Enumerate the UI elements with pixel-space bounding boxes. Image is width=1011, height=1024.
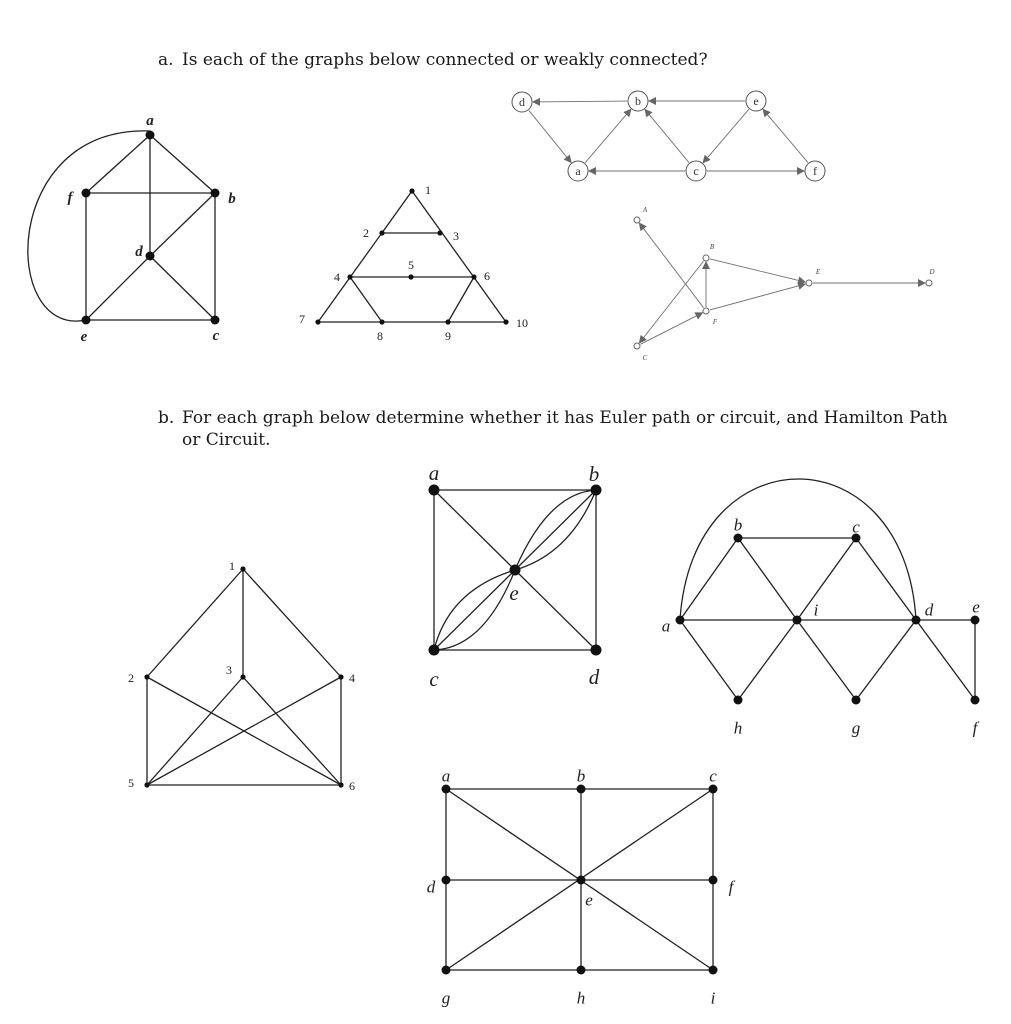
graph-b3-label-f: f <box>972 718 978 738</box>
graph-a1-node-d <box>146 252 155 261</box>
graph-b1-label-1: 1 <box>229 558 235 573</box>
graph-b1-edge-1-4 <box>243 569 341 677</box>
graph-b4-node-f <box>709 876 718 885</box>
graph-b3-edge-b-i <box>738 538 797 620</box>
graph-a4-arrow-B-E <box>710 259 805 282</box>
graph-a2-label-9: 9 <box>445 328 451 343</box>
graph-a4-node-E <box>806 280 812 286</box>
graph-a3-label-b: b <box>635 94 641 108</box>
graph-b4-label-c: c <box>709 766 717 786</box>
graph-a3-arrow-c-b <box>645 109 689 162</box>
graph-b3-label-b: b <box>733 515 743 535</box>
graph-b1-node-2 <box>144 674 149 679</box>
graph-b4-node-i <box>709 966 718 975</box>
graph-a1-label-f: f <box>67 189 73 206</box>
graph-b2-node-a <box>429 485 440 496</box>
graph-a2-node-4 <box>347 274 352 279</box>
graph-b1-node-4 <box>338 674 343 679</box>
graph-a4-arrow-F-E <box>710 284 805 310</box>
graph-b2-label-c: c <box>429 666 439 691</box>
graph-b2-node-e <box>510 565 521 576</box>
graph-b4-label-g: g <box>441 988 451 1008</box>
graph-b3-label-e: e <box>972 597 980 617</box>
graph-b1-node-5 <box>144 782 149 787</box>
graph-a4-label-E: E <box>815 268 821 276</box>
graph-a3-label-d: d <box>519 95 525 109</box>
graph-b1-label-5: 5 <box>128 775 134 790</box>
graph-b3-node-i <box>793 616 802 625</box>
graph-a2-node-5 <box>408 274 413 279</box>
graph-a1-label-b: b <box>228 190 236 207</box>
graph-b1-edge-1-2 <box>147 569 243 677</box>
graph-b4-label-i: i <box>710 988 716 1008</box>
graph-a1-node-e <box>82 316 91 325</box>
graph-b4-node-c <box>709 785 718 794</box>
graph-b3-label-a: a <box>661 616 671 636</box>
graph-a1-node-b <box>211 189 220 198</box>
graph-b3-edge-a-b <box>680 538 738 620</box>
graph-b2-node-d <box>591 645 602 656</box>
graph-a4-label-B: B <box>709 243 715 251</box>
graph-a4-label-A: A <box>642 206 648 214</box>
graph-b4 <box>427 767 736 1008</box>
graph-a1-edge-d-e <box>86 256 150 320</box>
graph-a3-arrow-d-a <box>529 111 571 163</box>
graph-a4-arrow-C-F <box>641 313 703 344</box>
graph-b2-label-a: a <box>428 460 440 485</box>
graph-a2-edge-1-7 <box>318 191 412 322</box>
graph-a2 <box>299 183 528 343</box>
graph-b1-node-6 <box>338 782 343 787</box>
graph-a4-node-C <box>634 343 640 349</box>
graph-b3-node-d <box>912 616 921 625</box>
question-a-label: a. <box>158 50 174 70</box>
graph-a1-node-c <box>211 316 220 325</box>
graph-b3-label-g: g <box>851 718 861 738</box>
graph-a2-node-1 <box>409 188 414 193</box>
graph-a3-arrow-a-b <box>585 109 631 162</box>
graph-b2-label-b: b <box>588 461 600 486</box>
graph-a4-label-D: D <box>929 268 935 276</box>
graph-b4-node-b <box>577 785 586 794</box>
graph-b3-edge-i-g <box>797 620 856 700</box>
graph-b1-edge-3-6 <box>243 677 341 785</box>
graph-a2-node-7 <box>315 319 320 324</box>
graph-b3-node-f <box>971 696 980 705</box>
graph-a4-node-F <box>703 308 709 314</box>
graph-a3 <box>512 91 825 181</box>
graph-b4-node-d <box>442 876 451 885</box>
graph-a2-label-5: 5 <box>408 257 414 272</box>
question-b-label: b. <box>158 408 175 428</box>
graph-a1-edge-d-c <box>150 256 215 320</box>
graph-b4-label-e: e <box>585 890 593 910</box>
graph-a1-edge-a-f <box>86 135 150 193</box>
graph-a4-label-F: F <box>712 318 718 326</box>
graph-b3-edge-d-f <box>916 620 975 700</box>
graph-a2-label-10: 10 <box>516 315 528 330</box>
graph-a1-label-c: c <box>212 327 220 344</box>
graph-b2-node-b <box>591 485 602 496</box>
graph-b4-node-h <box>577 966 586 975</box>
graph-b3-edge-c-i <box>797 538 856 620</box>
graph-a1-node-f <box>82 189 91 198</box>
graph-b3-node-a <box>676 616 685 625</box>
graph-a3-label-a: a <box>575 164 581 178</box>
graph-b3-node-h <box>734 696 743 705</box>
graph-b4-node-a <box>442 785 451 794</box>
graph-a4-node-D <box>926 280 932 286</box>
graph-a3-label-e: e <box>753 94 759 108</box>
graph-b3-node-g <box>852 696 861 705</box>
graph-a4-label-C: C <box>642 354 648 362</box>
graph-b3-edge-a-h <box>680 620 738 700</box>
graph-a2-node-9 <box>445 319 450 324</box>
graph-a2-label-8: 8 <box>377 328 383 343</box>
graph-b4-node-g <box>442 966 451 975</box>
graph-b4-label-d: d <box>426 877 436 897</box>
graph-b3-arc-0 <box>680 479 916 620</box>
graph-a2-edge-6-9 <box>448 277 474 322</box>
graph-b3-label-d: d <box>924 600 934 620</box>
graph-a4 <box>634 206 935 362</box>
graph-b3-edge-c-d <box>856 538 916 620</box>
graph-b1-node-3 <box>240 674 245 679</box>
graph-b4-label-b: b <box>576 766 586 786</box>
graph-a1-node-a <box>146 131 155 140</box>
question-b-text-line1: For each graph below determine whether it has Euler path or circuit, and Hamilton Path <box>182 408 948 428</box>
graph-a1-label-a: a <box>146 112 154 129</box>
graph-a4-node-A <box>634 217 640 223</box>
graph-a2-node-8 <box>379 319 384 324</box>
graph-b3-label-c: c <box>852 517 860 537</box>
graph-b3-label-h: h <box>733 718 743 738</box>
graph-a1-edge-a-b <box>150 135 215 193</box>
graph-a2-node-2 <box>379 230 384 235</box>
graph-a2-label-2: 2 <box>363 225 369 240</box>
graph-a2-node-10 <box>503 319 508 324</box>
graph-b1-label-4: 4 <box>349 670 355 685</box>
graph-b1-label-3: 3 <box>226 662 232 677</box>
graph-a2-label-4: 4 <box>334 269 340 284</box>
graph-a3-arrow-b-d <box>533 101 627 102</box>
graph-b3-node-b <box>734 534 743 543</box>
graph-b3-edge-g-d <box>856 620 916 700</box>
graph-b2-label-d: d <box>588 664 600 689</box>
graph-a2-label-3: 3 <box>453 228 459 243</box>
graph-a1-edge-b-d <box>150 193 215 256</box>
graph-b3-node-e <box>971 616 980 625</box>
graph-a4-node-B <box>703 255 709 261</box>
graph-b1-label-2: 2 <box>128 670 134 685</box>
graph-a2-label-1: 1 <box>425 182 431 197</box>
question-b-text-line2: or Circuit. <box>182 430 271 450</box>
graph-a3-label-f: f <box>813 164 817 178</box>
graph-b4-node-e <box>577 876 586 885</box>
graph-a1 <box>28 113 236 345</box>
graph-b2 <box>429 461 602 691</box>
graph-a2-edge-4-8 <box>350 277 382 322</box>
graph-b2-label-e: e <box>509 580 519 605</box>
graph-a3-label-c: c <box>693 164 699 178</box>
graph-a3-arrow-f-e <box>763 109 808 162</box>
graph-b2-node-c <box>429 645 440 656</box>
graph-b1 <box>128 559 355 793</box>
graph-b3 <box>662 479 980 738</box>
question-a-text: Is each of the graphs below connected or weakly connected? <box>182 50 708 70</box>
graph-a2-label-7: 7 <box>299 311 305 326</box>
graph-a1-label-e: e <box>80 328 88 345</box>
graph-b1-edge-3-5 <box>147 677 243 785</box>
graph-a3-arrow-e-c <box>703 109 749 162</box>
graph-a4-arrow-F-A <box>639 223 703 308</box>
graph-a1-arc-0 <box>28 131 150 321</box>
graph-b1-node-1 <box>240 566 245 571</box>
graph-b3-edge-h-i <box>738 620 797 700</box>
graph-b1-label-6: 6 <box>349 778 355 793</box>
graph-a2-node-3 <box>437 230 442 235</box>
graph-b4-label-a: a <box>441 766 451 786</box>
graph-a1-label-d: d <box>135 243 143 260</box>
graph-b4-label-h: h <box>576 988 586 1008</box>
graph-b4-label-f: f <box>728 877 734 897</box>
graph-b3-label-i: i <box>813 600 819 620</box>
graph-a2-node-6 <box>471 274 476 279</box>
graph-a2-label-6: 6 <box>484 268 490 283</box>
graph-a4-arrow-B-C <box>639 261 703 343</box>
